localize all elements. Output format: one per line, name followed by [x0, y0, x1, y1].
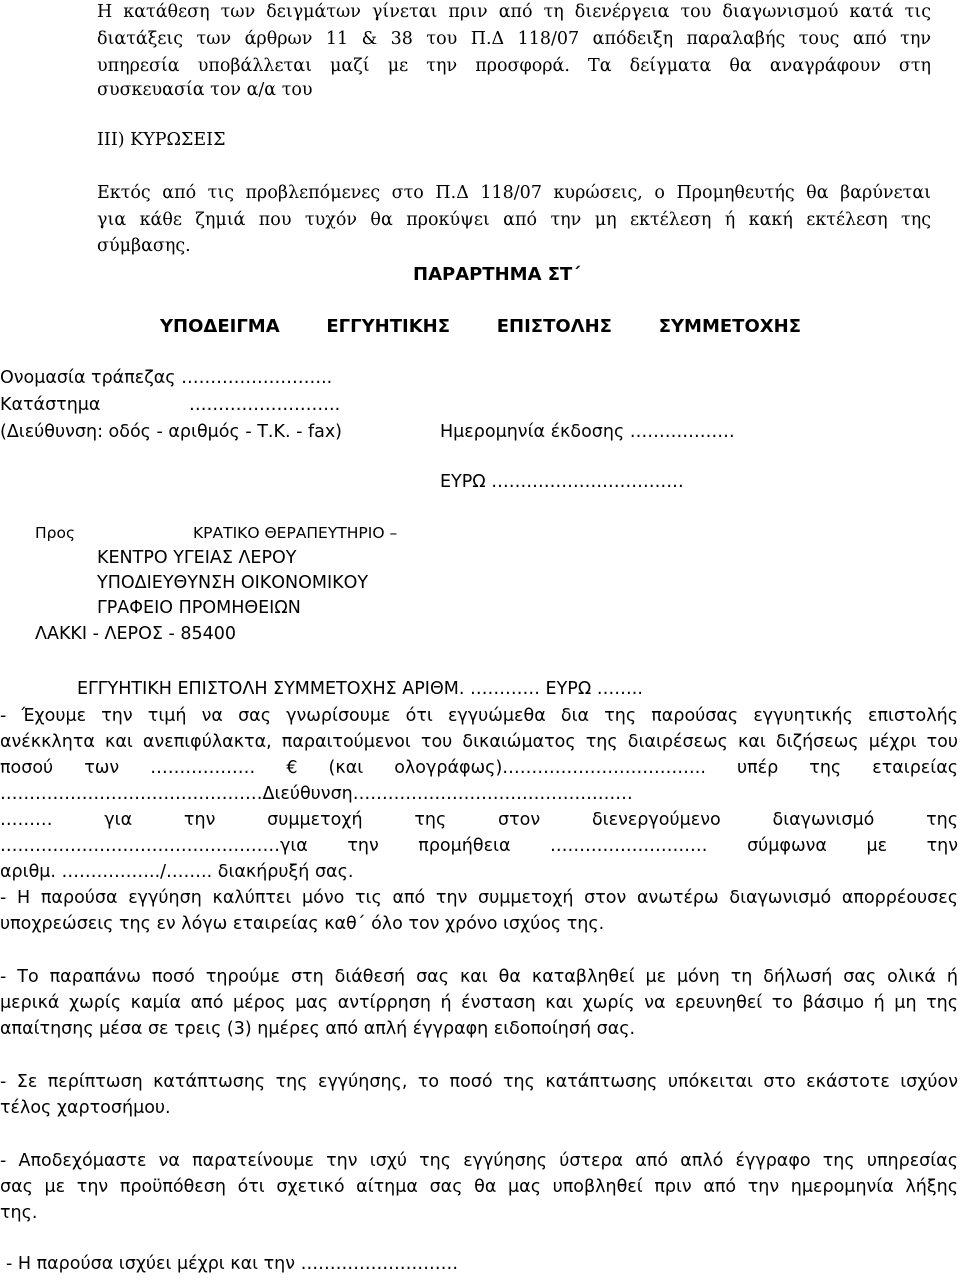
branch-label: Κατάστημα	[0, 395, 101, 415]
recipient-line: ΛΑΚΚΙ - ΛΕΡΟΣ - 85400	[35, 624, 237, 644]
letter-line: σας με την προϋπόθεση ότι σχετικό αίτημα σας θα μας υποβληθεί πριν από την ημερομηνία λήξης	[0, 1177, 958, 1197]
letter-line: αριθμ. ……………../…….. διακήρυξή σας.	[0, 862, 354, 882]
recipient-line: ΓΡΑΦΕΙΟ ΠΡΟΜΗΘΕΙΩΝ	[97, 598, 301, 618]
recipient-line: ΚΕΝΤΡΟ ΥΓΕΙΑΣ ΛΕΡΟΥ	[97, 548, 297, 568]
branch-dots: ……………………..	[189, 395, 341, 415]
section-line: Εκτός από τις προβλεπόμενες στο Π.Δ 118/07 κυρώσεις, ο Προμηθευτής θα βαρύνεται	[97, 183, 931, 203]
letter-line: της.	[0, 1203, 38, 1223]
annex-title: ΠΑΡΑΡΤΗΜΑ ΣΤ΄	[413, 264, 581, 285]
recipient-line: ΥΠΟΔΙΕΥΘΥΝΣΗ ΟΙΚΟΝΟΜΙΚΟΥ	[97, 573, 369, 593]
letter-line: …………………………………………για την προμήθεια ……………………… σύμφωνα με την	[0, 836, 958, 856]
section-line: για κάθε ζημιά που τυχόν θα προκύψει από την μη εκτέλεση ή κακή εκτέλεση της	[97, 210, 931, 230]
letter-line: ……… για την συμμετοχή της στον διενεργούμενο διαγωνισμό της	[0, 810, 958, 830]
issue-date-label: Ημερομηνία έκδοσης ………………	[440, 422, 735, 442]
address-label: (Διεύθυνση: οδός - αριθμός - Τ.Κ. - fax)	[0, 422, 343, 442]
intro-line: διατάξεις των άρθρων 11 & 38 του Π.Δ 118/07 απόδειξη παραλαβής τους από την	[97, 29, 931, 49]
euro-label: ΕΥΡΩ ……………………………	[440, 472, 684, 492]
bank-name-label: Ονομασία τράπεζας ……………………..	[0, 368, 333, 388]
recipient-line: ΚΡΑΤΙΚΟ ΘΕΡΑΠΕΥΤΗΡΙΟ –	[193, 524, 398, 542]
letter-line: - Σε περίπτωση κατάπτωσης της εγγύησης, το ποσό της κατάπτωσης υπόκειται στο εκάστοτε ισχύον	[0, 1072, 958, 1092]
letter-line: - Το παραπάνω ποσό τηρούμε στη διάθεσή σας και θα καταβληθεί με μόνη τη δήλωσή σας ολικά ή	[0, 967, 958, 987]
letter-line: ………………………………………Διεύθυνση…………………………………………	[0, 784, 633, 804]
letter-line: τέλος χαρτοσήμου.	[0, 1098, 171, 1118]
letter-line: - Η παρούσα εγγύηση καλύπτει μόνο τις από την συμμετοχή στον ανωτέρω διαγωνισμό απορρέουσες	[0, 888, 958, 908]
letter-line: - Η παρούσα ισχύει μέχρι και την ………………………	[6, 1254, 459, 1274]
letter-line: μερικά χωρίς καμία από μέρος μας αντίρρηση ή ένσταση και χωρίς να ερευνηθεί το βάσιμο ή μη της	[0, 993, 958, 1013]
section-heading: ΙΙΙ) ΚΥΡΩΣΕΙΣ	[97, 130, 226, 150]
letter-line: ανέκκλητα και ανεπιφύλακτα, παραιτούμενοι του δικαιώματος της διαιρέσεως και διζήσεως μέχρι του	[0, 732, 958, 752]
intro-line: υπηρεσία υποβάλλεται μαζί με την προσφορά. Τα δείγματα θα αναγράφουν στη	[97, 56, 931, 76]
letter-line: ποσού των ……………… € (και ολογράφως)…………………………….. υπέρ της εταιρείας	[0, 758, 958, 778]
section-line: σύμβασης.	[97, 236, 191, 256]
letter-line: - Έχουμε την τιμή να σας γνωρίσουμε ότι εγγυώμεθα δια της παρούσας εγγυητικής επιστολής	[0, 706, 958, 726]
letter-line: υποχρεώσεις της εν λόγω εταιρείας καθ΄ όλο τον χρόνο ισχύος της.	[0, 914, 605, 934]
annex-subtitle: ΥΠΟΔΕΙΓΜΑ ΕΓΓΥΗΤΙΚΗΣ ΕΠΙΣΤΟΛΗΣ ΣΥΜΜΕΤΟΧΗΣ	[160, 316, 801, 337]
to-label: Προς	[35, 524, 76, 542]
intro-line: Η κατάθεση των δειγμάτων γίνεται πριν από τη διενέργεια του διαγωνισμού κατά τις	[97, 2, 931, 22]
letter-heading: ΕΓΓΥΗΤΙΚΗ ΕΠΙΣΤΟΛΗ ΣΥΜΜΕΤΟΧΗΣ ΑΡΙΘΜ. ………… ΕΥΡΩ ……..	[77, 679, 643, 699]
letter-line: απαίτησης μέσα σε τρεις (3) ημέρες από απλή έγγραφη ειδοποίησή σας.	[0, 1019, 636, 1039]
letter-line: - Αποδεχόμαστε να παρατείνουμε την ισχύ της εγγύησης ύστερα από απλό έγγραφο της υπηρεσίας	[0, 1151, 958, 1171]
intro-line: συσκευασία τον α/α του	[97, 80, 313, 100]
